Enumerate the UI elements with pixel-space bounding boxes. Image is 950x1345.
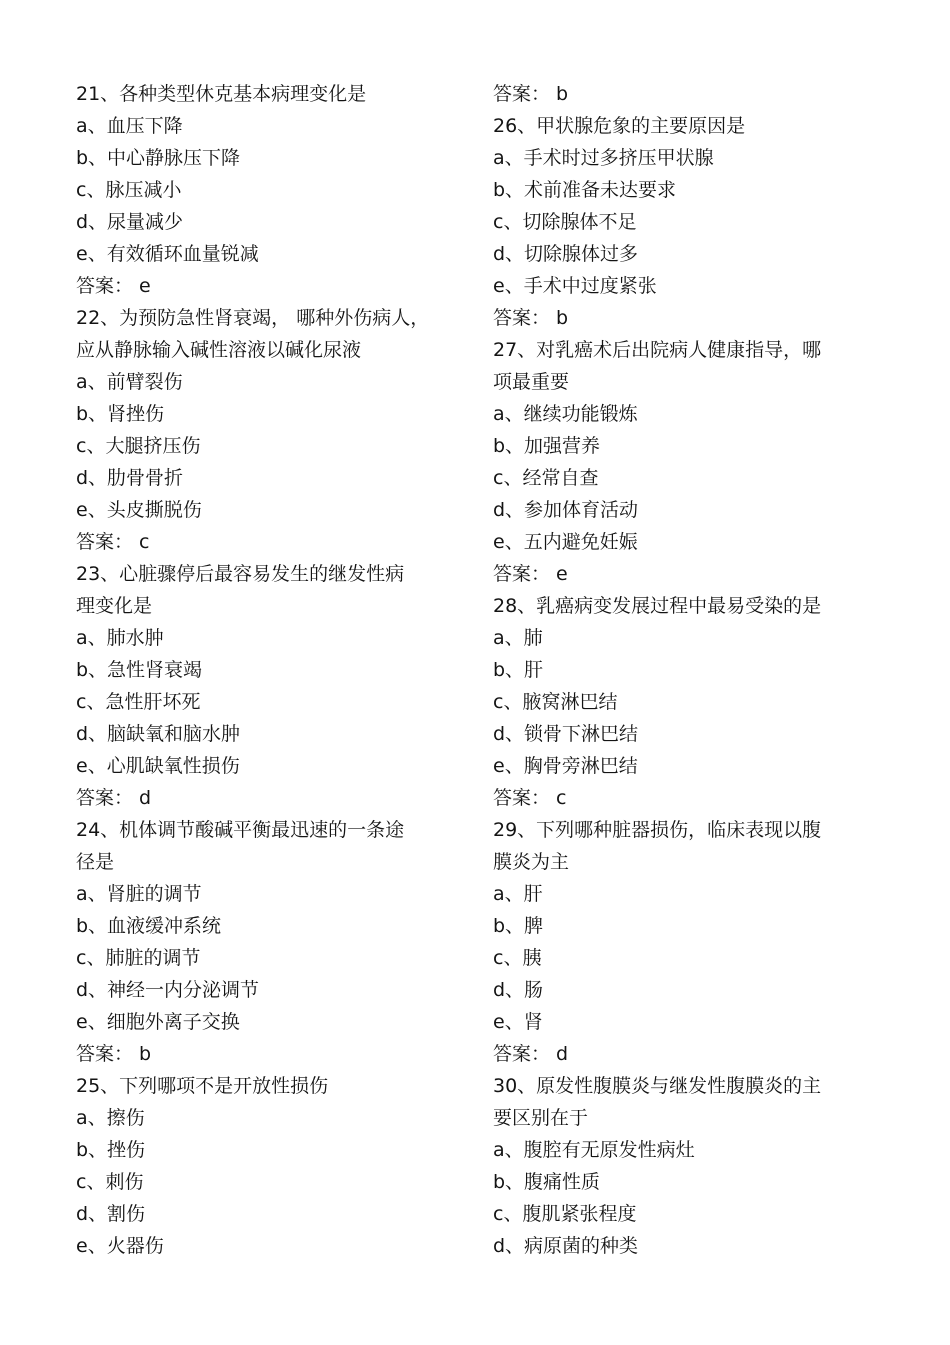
- option-line: e、火器伤: [76, 1235, 164, 1257]
- option-line: c、大腿挤压伤: [76, 435, 201, 457]
- question-text-line: 径是: [76, 851, 115, 873]
- option-line: a、腹腔有无原发性病灶: [493, 1139, 695, 1161]
- option-line: d、参加体育活动: [493, 499, 639, 521]
- option-line: d、神经一内分泌调节: [76, 979, 260, 1001]
- question-text-line: 理变化是: [76, 595, 153, 617]
- answer-line: 答案： b: [493, 307, 569, 329]
- question-line: 29、下列哪种脏器损伤，临床表现以腹: [493, 819, 822, 841]
- option-line: a、肺: [493, 627, 543, 649]
- option-line: d、割伤: [76, 1203, 146, 1225]
- option-line: c、胰: [493, 947, 542, 969]
- option-line: e、五内避免妊娠: [493, 531, 638, 553]
- option-line: e、头皮撕脱伤: [76, 499, 202, 521]
- question-line: 22、为预防急性肾衰竭， 哪种外伤病人，: [76, 307, 430, 329]
- question-line: 30、原发性腹膜炎与继发性腹膜炎的主: [493, 1075, 822, 1097]
- question-text-line: 要区别在于: [493, 1107, 589, 1129]
- left-column: [76, 78, 471, 1262]
- option-line: a、擦伤: [76, 1107, 145, 1129]
- option-line: c、切除腺体不足: [493, 211, 637, 233]
- answer-line: 答案： d: [76, 787, 152, 809]
- option-line: b、脾: [493, 915, 544, 937]
- option-line: e、胸骨旁淋巴结: [493, 755, 638, 777]
- option-line: a、肝: [493, 883, 543, 905]
- option-line: e、心肌缺氧性损伤: [76, 755, 240, 777]
- answer-line: 答案： d: [493, 1043, 569, 1065]
- option-line: d、病原菌的种类: [493, 1235, 639, 1257]
- answer-line: 答案： e: [76, 275, 151, 297]
- option-line: e、手术中过度紧张: [493, 275, 657, 297]
- option-line: b、肾挫伤: [76, 403, 165, 425]
- answer-line: 答案： b: [76, 1043, 152, 1065]
- option-line: b、腹痛性质: [493, 1171, 601, 1193]
- question-line: 25、下列哪项不是开放性损伤: [76, 1075, 329, 1097]
- question-line: 21、各种类型休克基本病理变化是: [76, 83, 367, 105]
- option-line: c、脉压减小: [76, 179, 182, 201]
- option-line: c、刺伤: [76, 1171, 144, 1193]
- option-line: b、急性肾衰竭: [76, 659, 203, 681]
- option-line: e、肾: [493, 1011, 543, 1033]
- option-line: c、急性肝坏死: [76, 691, 201, 713]
- option-line: c、肺脏的调节: [76, 947, 201, 969]
- option-line: a、手术时过多挤压甲状腺: [493, 147, 714, 169]
- question-text-line: 项最重要: [493, 371, 570, 393]
- question-text-line: 膜炎为主: [493, 851, 570, 873]
- option-line: c、腋窝淋巴结: [493, 691, 618, 713]
- option-line: c、经常自查: [493, 467, 599, 489]
- question-line: 28、乳癌病变发展过程中最易受染的是: [493, 595, 822, 617]
- option-line: b、中心静脉压下降: [76, 147, 241, 169]
- option-line: a、前臂裂伤: [76, 371, 183, 393]
- option-line: d、肠: [493, 979, 544, 1001]
- answer-line: 答案： c: [493, 787, 567, 809]
- option-line: a、血压下降: [76, 115, 183, 137]
- answer-line: 答案： c: [76, 531, 150, 553]
- question-line: 27、对乳癌术后出院病人健康指导，哪: [493, 339, 822, 361]
- option-line: d、肋骨骨折: [76, 467, 184, 489]
- question-text-line: 应从静脉输入碱性溶液以碱化尿液: [76, 339, 362, 361]
- option-line: d、尿量减少: [76, 211, 184, 233]
- option-line: a、肾脏的调节: [76, 883, 202, 905]
- option-line: b、术前准备未达要求: [493, 179, 677, 201]
- option-line: d、锁骨下淋巴结: [493, 723, 639, 745]
- answer-line: 答案： b: [493, 83, 569, 105]
- question-line: 24、机体调节酸碱平衡最迅速的一条途: [76, 819, 405, 841]
- option-line: a、肺水肿: [76, 627, 164, 649]
- option-line: b、肝: [493, 659, 544, 681]
- option-line: a、继续功能锻炼: [493, 403, 638, 425]
- option-line: c、腹肌紧张程度: [493, 1203, 637, 1225]
- option-line: e、有效循环血量锐减: [76, 243, 259, 265]
- option-line: d、切除腺体过多: [493, 243, 639, 265]
- question-line: 26、甲状腺危象的主要原因是: [493, 115, 746, 137]
- option-line: e、细胞外离子交换: [76, 1011, 240, 1033]
- option-line: d、脑缺氧和脑水肿: [76, 723, 241, 745]
- option-line: b、加强营养: [493, 435, 601, 457]
- right-column: [493, 78, 888, 1262]
- option-line: b、血液缓冲系统: [76, 915, 222, 937]
- answer-line: 答案： e: [493, 563, 568, 585]
- question-line: 23、心脏骤停后最容易发生的继发性病: [76, 563, 405, 585]
- option-line: b、挫伤: [76, 1139, 146, 1161]
